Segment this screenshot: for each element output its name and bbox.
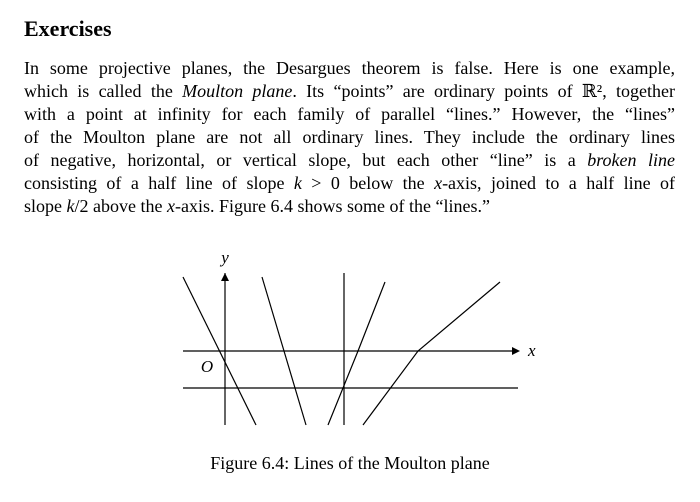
emphasis-text: x <box>166 196 175 216</box>
text-run: with a point at infinity for each family of parallel “lines.” However, the “lines” <box>24 104 675 124</box>
y-axis-arrowhead <box>221 273 229 281</box>
text-run: which is called the <box>24 81 183 101</box>
text-run: /2 above the <box>74 196 167 216</box>
text-run: In some projective planes, the Desargues theorem is false. Here is one example, <box>24 58 675 78</box>
emphasis-text: broken line <box>587 150 676 170</box>
origin-label: O <box>200 357 214 376</box>
text-run: slope <box>24 196 67 216</box>
emphasis-text: k <box>293 173 302 193</box>
section-heading: Exercises <box>24 16 112 41</box>
paragraph-line <box>24 126 675 149</box>
exercise-paragraph <box>24 57 675 218</box>
paragraph-line <box>24 195 675 218</box>
paragraph-line <box>24 103 675 126</box>
y-axis-label: y <box>221 250 229 267</box>
paragraph-line <box>24 172 675 195</box>
emphasis-text: Moulton plane <box>182 81 293 101</box>
paragraph-line <box>24 149 675 172</box>
text-run: consisting of a half line of slope <box>24 173 294 193</box>
x-axis-arrowhead <box>512 347 520 355</box>
emphasis-text: k <box>66 196 75 216</box>
text-run: -axis, joined to a half line of <box>442 173 675 193</box>
broken-line-2 <box>363 282 500 425</box>
text-run: > 0 below the <box>301 173 435 193</box>
text-run: of negative, horizontal, or vertical slope, but each other “line” is a <box>24 150 588 170</box>
emphasis-text: x <box>434 173 443 193</box>
paragraph-line <box>24 57 675 80</box>
moulton-plane-figure <box>0 250 700 440</box>
text-run: -axis. Figure 6.4 shows some of the “lines.” <box>174 196 490 216</box>
paragraph-line <box>24 80 675 103</box>
text-run: of the Moulton plane are not all ordinary lines. They include the ordinary lines <box>24 127 675 147</box>
broken-line-1 <box>328 282 385 425</box>
figure-caption: Figure 6.4: Lines of the Moulton plane <box>210 453 490 473</box>
x-axis-label: x <box>528 341 536 360</box>
text-run: . Its “points” are ordinary points of ℝ², together <box>292 81 675 101</box>
